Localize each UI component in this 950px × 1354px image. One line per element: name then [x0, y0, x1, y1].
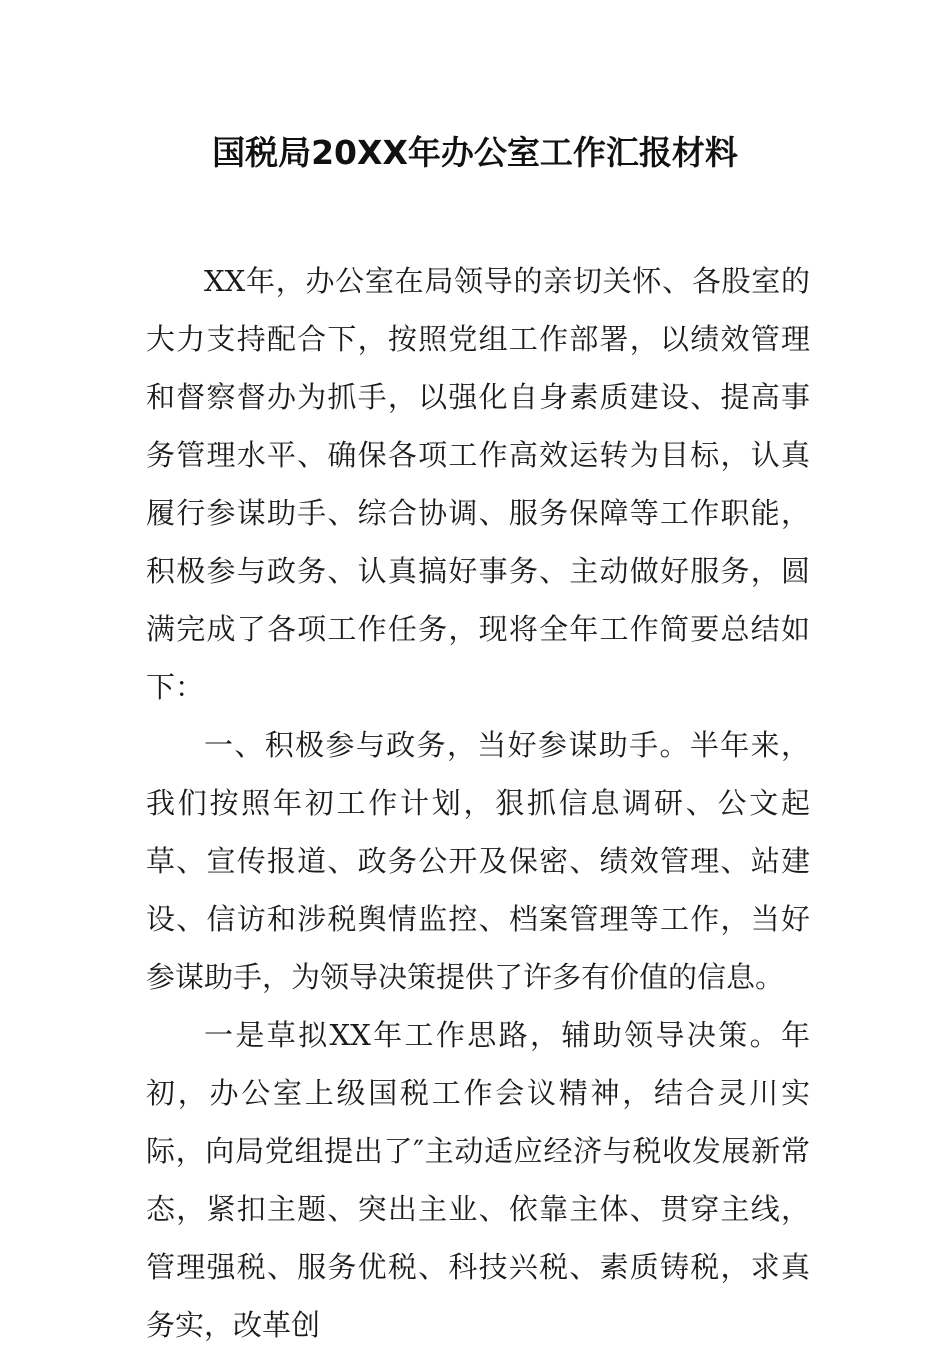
- document-body: [146, 252, 810, 1354]
- paragraph-item-one: 一是草拟XX年工作思路，辅助领导决策。年初，办公室上级国税工作会议精神，结合灵川实际，向局党组提出了″主动适应经济与税收发展新常态，紧扣主题、突出主业、依靠主体、贯穿主线，管理强税、服务优税、科技兴税、素质铸税，求真务实，改革创: [146, 1018, 810, 1342]
- paragraph-intro: XX年，办公室在局领导的亲切关怀、各股室的大力支持配合下，按照党组工作部署，以绩效管理和督察督办为抓手，以强化自身素质建设、提高事务管理水平、确保各项工作高效运转为目标，认真履行参谋助手、综合协调、服务保障等工作职能，积极参与政务、认真搞好事务、主动做好服务，圆满完成了各项工作任务，现将全年工作简要总结如下：: [146, 264, 810, 704]
- paragraph-section-one: 一、积极参与政务，当好参谋助手。半年来，我们按照年初工作计划，狠抓信息调研、公文起草、宣传报道、政务公开及保密、绩效管理、站建设、信访和涉税舆情监控、档案管理等工作，当好参谋助手，为领导决策提供了许多有价值的信息。: [146, 728, 810, 994]
- document-title: 国税局20XX年办公室工作汇报材料: [212, 133, 738, 172]
